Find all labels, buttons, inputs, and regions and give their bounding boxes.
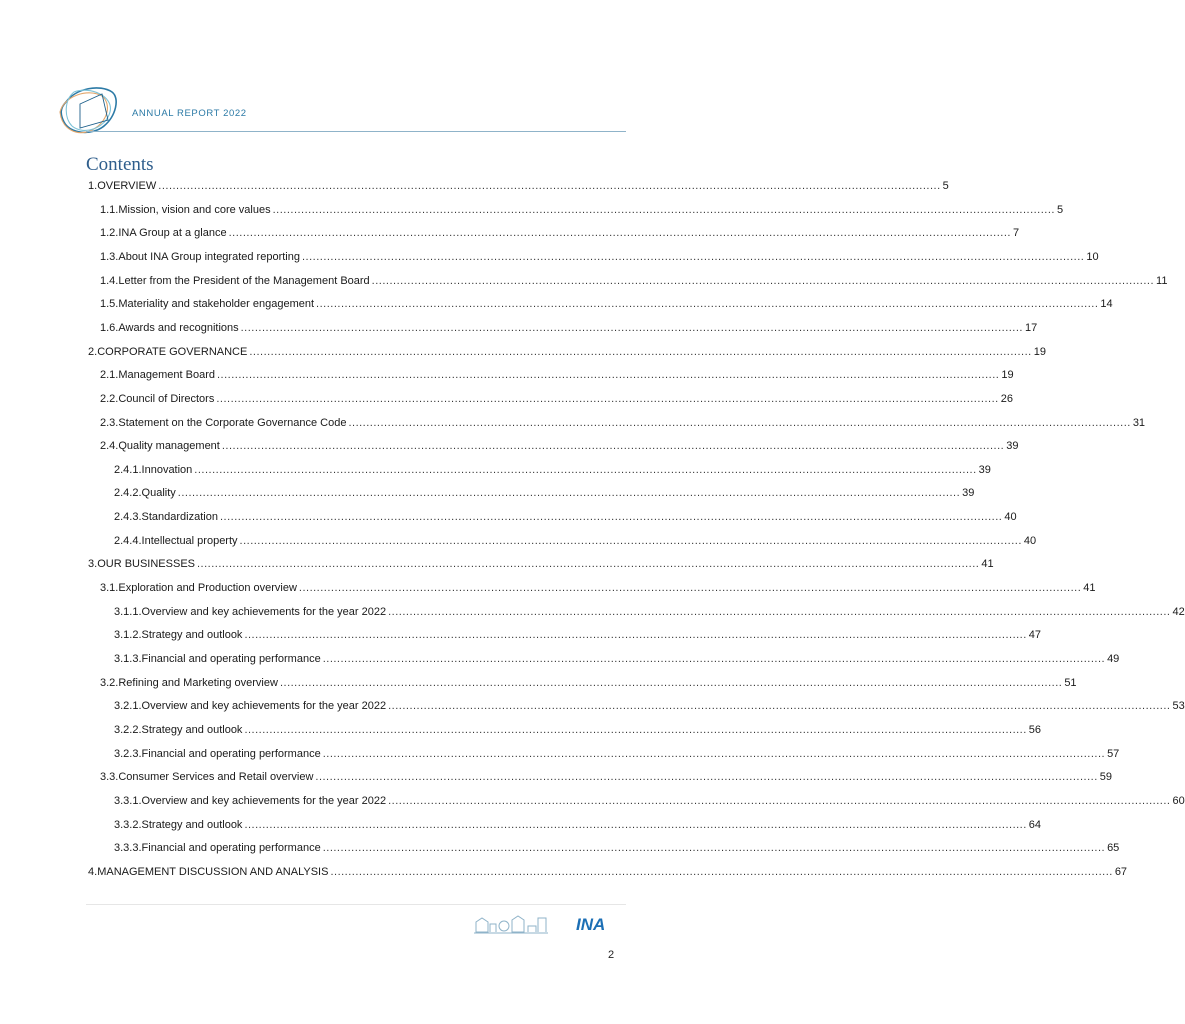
toc-entry-page: 14: [1100, 298, 1113, 311]
toc-dot-leader: ............................................................................................................................................................................................................................: [244, 723, 1027, 736]
toc-entry[interactable]: [114, 625, 1042, 645]
toc-entry-number: 1.3.: [100, 250, 119, 263]
toc-dot-leader: ............................................................................................................................................................................................................................: [228, 227, 1011, 240]
toc-entry-page: 59: [1099, 771, 1112, 784]
toc-entry-title: Awards and recognitions: [118, 321, 239, 334]
toc-entry-number: 1.4.: [100, 274, 119, 287]
toc-entry-page: 40: [1023, 534, 1037, 547]
toc-entry-page: 7: [1012, 227, 1020, 240]
toc-entry-page: 67: [1114, 865, 1128, 878]
toc-dot-leader: ............................................................................................................................................................................................................................: [272, 203, 1055, 216]
toc-entry[interactable]: [114, 507, 1017, 527]
toc-entry-number: 2.3.: [100, 416, 119, 429]
toc-entry-title: Innovation: [141, 463, 193, 476]
toc-entry-number: 3.1.2.: [114, 629, 142, 642]
toc-entry-number: 3.2.2.: [114, 723, 142, 736]
toc-entry-number: 3.1.: [100, 582, 119, 595]
toc-entry-title: Intellectual property: [141, 534, 238, 547]
toc-entry-title: Quality: [141, 487, 176, 500]
toc-entry-number: 3.1.3.: [114, 653, 142, 665]
toc-dot-leader: ............................................................................................................................................................................................................................: [197, 558, 980, 571]
toc-entry-page: 57: [1107, 747, 1120, 760]
toc-entry-title: Overview and key achievements for the year 2022: [141, 794, 387, 807]
toc-dot-leader: ............................................................................................................................................................................................................................: [239, 534, 1022, 547]
toc-entry-title: Materiality and stakeholder engagement: [118, 298, 315, 311]
toc-entry-title: MANAGEMENT DISCUSSION AND ANALYSIS: [97, 865, 329, 878]
toc-entry[interactable]: [88, 342, 1046, 362]
toc-entry-title: INA Group at a glance: [118, 227, 227, 240]
toc-entry-page: 10: [1086, 250, 1099, 263]
toc-entry[interactable]: [114, 838, 1120, 858]
toc-entry-number: 3.1.1.: [114, 605, 142, 618]
ina-logo: [576, 914, 622, 934]
header-divider: [86, 131, 626, 132]
toc-dot-leader: ............................................................................................................................................................................................................................: [322, 842, 1106, 855]
toc-entry[interactable]: [100, 578, 1096, 598]
toc-entry-page: 60: [1172, 794, 1185, 807]
toc-entry[interactable]: [100, 200, 1064, 220]
toc-dot-leader: ............................................................................................................................................................................................................................: [279, 676, 1063, 689]
toc-entry-title: Statement on the Corporate Governance Code: [118, 416, 347, 429]
toc-entry-page: 19: [1001, 369, 1014, 382]
toc-dot-leader: ............................................................................................................................................................................................................................: [388, 605, 1171, 618]
toc-entry-title: Standardization: [141, 511, 218, 524]
toc-entry[interactable]: [100, 271, 1168, 291]
toc-entry-title: Exploration and Production overview: [118, 582, 297, 595]
toc-entry-title: Refining and Marketing overview: [118, 676, 278, 689]
toc-dot-leader: ............................................................................................................................................................................................................................: [177, 487, 961, 500]
toc-entry[interactable]: [100, 294, 1113, 314]
toc-entry[interactable]: [114, 791, 1185, 811]
toc-entry[interactable]: [114, 696, 1185, 716]
toc-dot-leader: ............................................................................................................................................................................................................................: [219, 511, 1003, 524]
toc-entry-page: 56: [1028, 723, 1042, 736]
toc-entry-page: 39: [962, 487, 975, 500]
toc-entry[interactable]: [100, 413, 1146, 433]
toc-entry[interactable]: [114, 460, 991, 480]
toc-entry-title: CORPORATE GOVERNANCE: [97, 345, 248, 358]
toc-entry-title: Strategy and outlook: [141, 723, 243, 736]
toc-entry-title: Strategy and outlook: [141, 629, 243, 642]
toc-dot-leader: ............................................................................................................................................................................................................................: [330, 865, 1113, 878]
toc-entry-title: Mission, vision and core values: [118, 203, 271, 216]
toc-dot-leader: ............................................................................................................................................................................................................................: [240, 321, 1023, 334]
toc-entry-number: 3.3.: [100, 771, 119, 784]
toc-entry-number: 3.3.1.: [114, 794, 142, 807]
toc-entry-title: Financial and operating performance: [141, 653, 321, 665]
toc-entry-number: 2.2.: [100, 392, 119, 405]
toc-entry[interactable]: [100, 389, 1013, 409]
toc-entry-page: 26: [1000, 392, 1013, 405]
footer-divider: [86, 904, 626, 905]
toc-dot-leader: ............................................................................................................................................................................................................................: [298, 582, 1082, 595]
toc-entry-number: 2.: [88, 345, 98, 358]
toc-entry-number: 1.5.: [100, 298, 119, 311]
toc-entry-number: 3.2.1.: [114, 700, 142, 713]
toc-entry-title: Overview and key achievements for the year 2022: [141, 700, 387, 713]
toc-dot-leader: ............................................................................................................................................................................................................................: [158, 180, 941, 192]
toc-entry-number: 2.1.: [100, 369, 119, 382]
toc-dot-leader: ............................................................................................................................................................................................................................: [301, 250, 1085, 263]
toc-entry-title: Overview and key achievements for the year 2022: [141, 605, 387, 618]
toc-entry-page: 49: [1107, 653, 1120, 665]
toc-dot-leader: ............................................................................................................................................................................................................................: [322, 653, 1106, 665]
toc-entry[interactable]: [88, 862, 1128, 882]
toc-entry-number: 3.3.2.: [114, 818, 142, 831]
toc-entry-page: 41: [1083, 582, 1096, 595]
page-title: Contents: [86, 154, 154, 175]
toc-entry-title: About INA Group integrated reporting: [118, 250, 300, 263]
toc-entry-page: 51: [1064, 676, 1077, 689]
toc-entry[interactable]: [114, 720, 1042, 740]
toc-entry[interactable]: [114, 602, 1185, 622]
toc-entry-title: Council of Directors: [118, 392, 215, 405]
toc-entry-number: 1.1.: [100, 203, 119, 216]
toc-entry-page: 41: [981, 558, 994, 571]
toc-entry[interactable]: [100, 365, 1014, 385]
toc-entry-number: 2.4.3.: [114, 511, 142, 524]
toc-dot-leader: ............................................................................................................................................................................................................................: [244, 818, 1027, 831]
toc-entry-title: OUR BUSINESSES: [97, 558, 195, 571]
toc-dot-leader: ............................................................................................................................................................................................................................: [194, 463, 977, 476]
toc-dot-leader: ............................................................................................................................................................................................................................: [221, 440, 1005, 453]
toc-entry-title: OVERVIEW: [97, 180, 157, 192]
toc-entry[interactable]: [114, 815, 1042, 835]
toc-entry-title: Letter from the President of the Management Board: [118, 274, 370, 287]
toc-entry-title: Financial and operating performance: [141, 747, 321, 760]
toc-entry-number: 2.4.2.: [114, 487, 142, 500]
toc-entry-page: 39: [978, 463, 991, 476]
toc-entry[interactable]: [88, 176, 949, 196]
toc-dot-leader: ............................................................................................................................................................................................................................: [316, 298, 1099, 311]
toc-entry-page: 31: [1132, 416, 1146, 429]
toc-entry-page: 64: [1028, 818, 1042, 831]
toc-entry[interactable]: [114, 531, 1037, 551]
toc-dot-leader: ............................................................................................................................................................................................................................: [388, 700, 1171, 713]
toc-entry[interactable]: [88, 554, 994, 574]
toc-entry-number: 3.: [88, 558, 98, 571]
toc-entry-number: 3.2.: [100, 676, 119, 689]
toc-entry-title: Management Board: [118, 369, 215, 382]
toc-dot-leader: ............................................................................................................................................................................................................................: [244, 629, 1027, 642]
toc-dot-leader: ............................................................................................................................................................................................................................: [249, 345, 1032, 358]
toc-entry-page: 47: [1028, 629, 1042, 642]
page-number: 2: [608, 949, 615, 961]
toc-entry-page: 42: [1172, 605, 1185, 618]
toc-dot-leader: ............................................................................................................................................................................................................................: [371, 274, 1155, 287]
toc-entry-number: 1.2.: [100, 227, 119, 240]
toc-entry-number: 3.2.3.: [114, 747, 142, 760]
logo-icon: [56, 82, 132, 142]
toc-entry-page: 65: [1107, 842, 1120, 855]
toc-dot-leader: ............................................................................................................................................................................................................................: [322, 747, 1106, 760]
toc-entry-title: Strategy and outlook: [141, 818, 243, 831]
toc-entry[interactable]: [100, 767, 1112, 787]
toc-entry-page: 5: [1056, 203, 1064, 216]
toc-entry-title: Financial and operating performance: [141, 842, 321, 855]
report-title: ANNUAL REPORT 2022: [132, 108, 247, 119]
toc-entry-number: 2.4.: [100, 440, 119, 453]
toc-entry[interactable]: [100, 673, 1077, 693]
toc-entry-page: 40: [1004, 511, 1017, 524]
toc-dot-leader: ............................................................................................................................................................................................................................: [388, 794, 1171, 807]
toc-dot-leader: ............................................................................................................................................................................................................................: [348, 416, 1131, 429]
toc-dot-leader: ............................................................................................................................................................................................................................: [216, 369, 1000, 382]
toc-entry-number: 1.6.: [100, 321, 119, 334]
toc-entry-number: 4.: [88, 865, 98, 878]
toc-entry-number: 1.: [88, 180, 98, 192]
toc-entry-page: 39: [1006, 440, 1019, 453]
toc-entry-page: 11: [1156, 274, 1168, 287]
toc-entry-page: 19: [1033, 345, 1046, 358]
toc-entry-page: 5: [942, 180, 949, 192]
toc-entry[interactable]: [100, 318, 1038, 338]
brand-text: INA: [576, 915, 606, 934]
toc-entry-number: 3.3.3.: [114, 842, 142, 855]
report-header: [56, 82, 626, 142]
toc-entry-number: 2.4.1.: [114, 463, 142, 476]
toc-entry-number: 2.4.4.: [114, 534, 142, 547]
toc-entry[interactable]: [100, 436, 1019, 456]
toc-entry[interactable]: [114, 744, 1120, 764]
toc-dot-leader: ............................................................................................................................................................................................................................: [216, 392, 999, 405]
toc-entry-page: 17: [1024, 321, 1038, 334]
toc-entry[interactable]: [114, 483, 975, 503]
toc-dot-leader: ............................................................................................................................................................................................................................: [315, 771, 1098, 784]
toc-entry[interactable]: [114, 649, 1120, 669]
toc-entry[interactable]: [100, 223, 1020, 243]
toc-entry[interactable]: [100, 247, 1099, 267]
footer-illustration-icon: [474, 912, 548, 934]
toc-entry-title: Consumer Services and Retail overview: [118, 771, 314, 784]
toc-entry-title: Quality management: [118, 440, 220, 453]
toc-entry-page: 53: [1172, 700, 1185, 713]
